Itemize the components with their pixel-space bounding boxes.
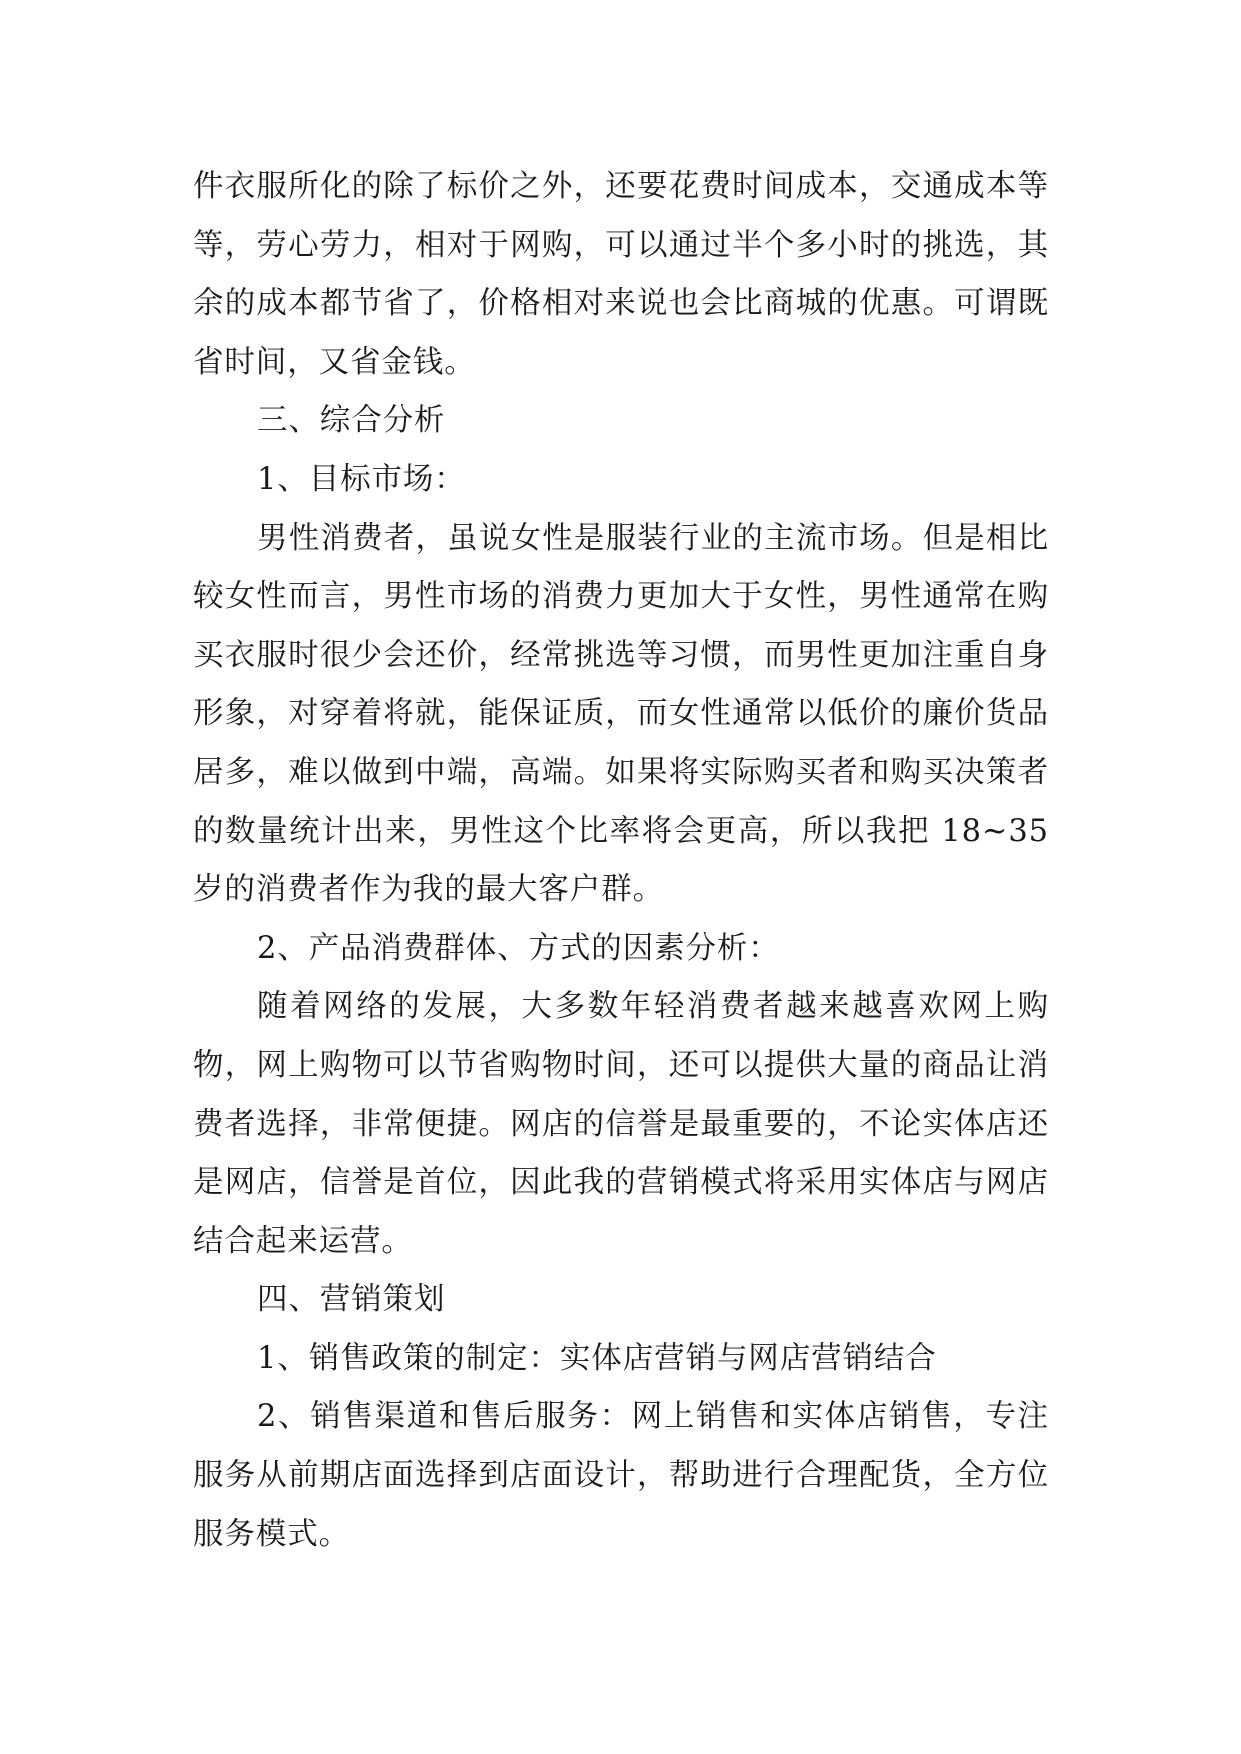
- section-heading-marketing-plan: 四、营销策划: [257, 1282, 446, 1318]
- section-heading-comprehensive-analysis: 三、综合分析: [257, 403, 446, 439]
- item-sales-channels: 2、销售渠道和售后服务：网上销售和实体店销售，专注服务从前期店面选择到店面设计，帮助进行合理配货，全方位服务模式。: [193, 1399, 1049, 1552]
- subheading-consumer-factors: 2、产品消费群体、方式的因素分析：: [257, 930, 780, 966]
- paragraph-online-shopping: 随着网络的发展，大多数年轻消费者越来越喜欢网上购物，网上购物可以节省购物时间，还可以提供大量的商品让消费者选择，非常便捷。网店的信誉是最重要的，不论实体店还是网店，信誉是首位，因此我的营销模式将采用实体店与网店结合起来运营。: [193, 989, 1049, 1259]
- paragraph-male-consumers: 男性消费者，虽说女性是服装行业的主流市场。但是相比较女性而言，男性市场的消费力更加大于女性，男性通常在购买衣服时很少会还价，经常挑选等习惯，而男性更加注重自身形象，对穿着将就，能保证质，而女性通常以低价的廉价货品居多，难以做到中端，高端。如果将实际购买者和购买决策者的数量统计出来，男性这个比率将会更高，所以我把 18~35 岁的消费者作为我的最大客户群。: [193, 520, 1049, 908]
- document-body: [193, 158, 1049, 1564]
- subheading-target-market: 1、目标市场：: [257, 461, 466, 497]
- paragraph-continuation: 件衣服所化的除了标价之外，还要花费时间成本，交通成本等等，劳心劳力，相对于网购，可以通过半个多小时的挑选，其余的成本都节省了，价格相对来说也会比商城的优惠。可谓既省时间，又省金钱。: [193, 169, 1049, 380]
- item-sales-policy: 1、销售政策的制定：实体店营销与网店营销结合: [257, 1340, 937, 1376]
